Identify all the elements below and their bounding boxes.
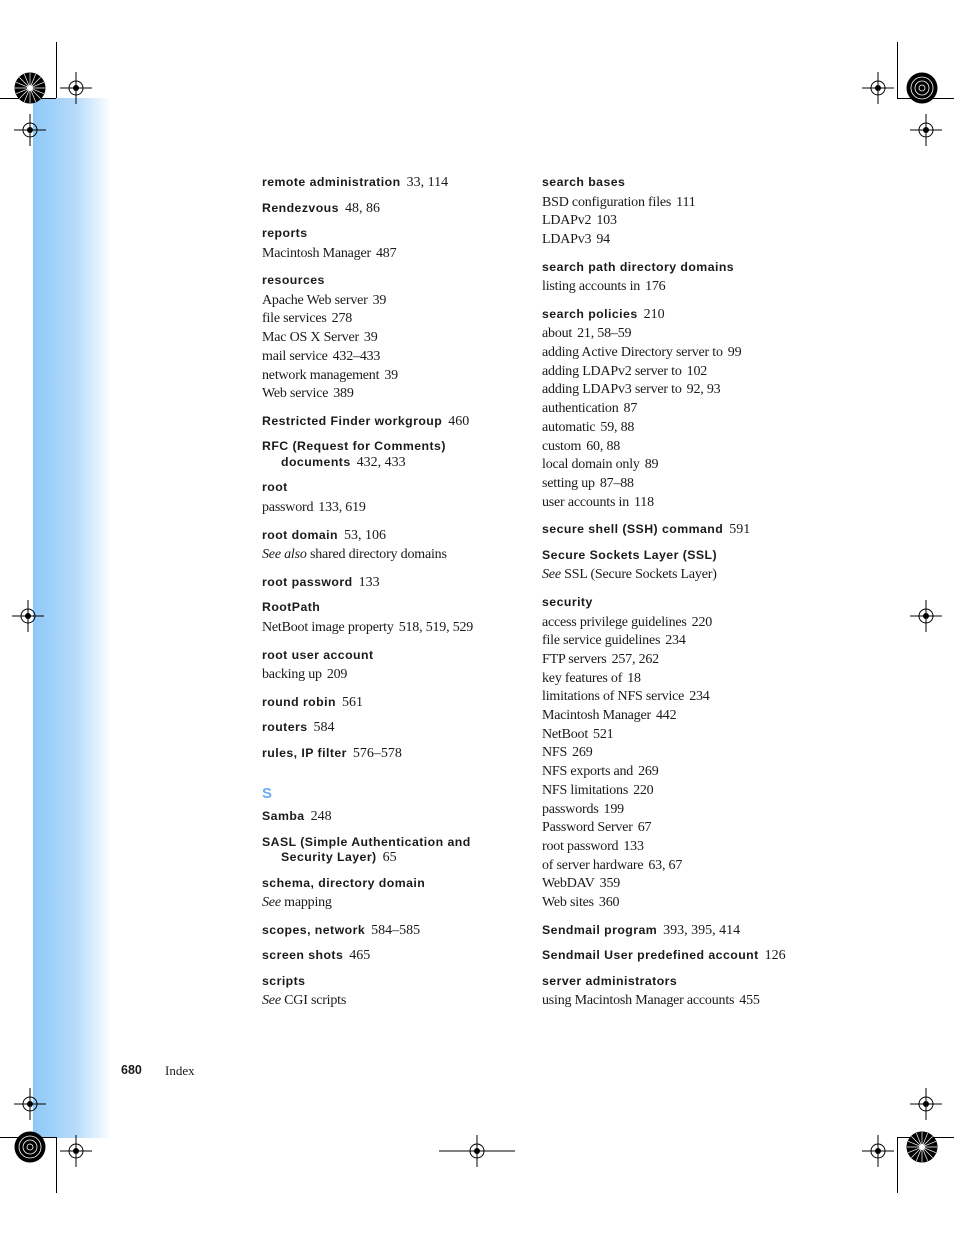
registration-mark-icon <box>12 600 44 632</box>
registration-mark-icon <box>14 114 46 146</box>
index-entry: scopes, network 584–585 <box>262 922 421 938</box>
index-entry: RFC (Request for Comments) documents 432, 433 <box>262 439 446 470</box>
index-entry: root user account backing up 209 <box>262 647 374 683</box>
letter-heading: S <box>262 785 273 803</box>
sunburst-target-icon <box>906 1131 938 1163</box>
index-entry: Rendezvous 48, 86 <box>262 200 380 216</box>
registration-mark-icon <box>862 1135 894 1167</box>
index-entry: SASL (Simple Authentication and Security Layer) 65 <box>262 834 471 866</box>
blue-side-band <box>33 98 111 1138</box>
index-column-right <box>542 172 842 1011</box>
index-entry: routers 584 <box>262 720 335 736</box>
sunburst-target-icon <box>906 72 938 104</box>
index-entry: RootPath NetBoot image property 518, 519, 529 <box>262 600 474 635</box>
sunburst-target-icon <box>14 1131 46 1163</box>
index-entry: Restricted Finder workgroup 460 <box>262 413 470 429</box>
registration-mark-icon <box>862 72 894 104</box>
index-entry: scripts See CGI scripts <box>262 973 347 1009</box>
index-entry: Secure Sockets Layer (SSL) See SSL (Secure Sockets Layer) <box>542 547 718 583</box>
section-label: Index <box>165 1063 195 1078</box>
index-entry: server administrators using Macintosh Manager accounts 455 <box>542 973 760 1009</box>
registration-mark-icon <box>14 1088 46 1120</box>
index-entry: search path directory domains listing accounts in 176 <box>542 259 735 295</box>
index-entry: search policies 210 about 21, 58–59 adding Active Directory server to 99 adding LDAPv2 server to 102 adding LDAPv3 server to 92, 93 authentication 87 automatic 59, 88 custom 60, 88 local domain only 89 setting up 87–88 user accounts in 118 <box>542 306 742 510</box>
index-entry: Samba 248 <box>262 809 332 825</box>
index-entry: root password 133 <box>262 574 380 590</box>
crop-line <box>56 1137 57 1193</box>
index-entry: resources Apache Web server 39 file services 278 Mac OS X Server 39 mail service 432–433 network management 39 Web service 389 <box>262 273 398 402</box>
index-entry: secure shell (SSH) command 591 <box>542 522 751 538</box>
index-entry: screen shots 465 <box>262 948 371 964</box>
index-entry: Sendmail User predefined account 126 <box>542 948 786 964</box>
registration-mark-icon <box>60 1135 92 1167</box>
index-entry: schema, directory domain See mapping <box>262 875 426 911</box>
sunburst-target-icon <box>14 72 46 104</box>
index-column-left <box>262 172 512 1011</box>
index-entry: remote administration 33, 114 <box>262 175 449 190</box>
registration-mark-icon <box>910 600 942 632</box>
registration-mark-icon <box>910 114 942 146</box>
registration-mark-icon <box>439 1135 515 1167</box>
index-entry: Sendmail program 393, 395, 414 <box>542 922 741 938</box>
index-entry: search bases BSD configuration files 111 LDAPv2 103 LDAPv3 94 <box>542 175 696 247</box>
index-entry: security access privilege guidelines 220 file service guidelines 234 FTP servers 257, 262 key features of 18 limitations of NFS service 234 Macintosh Manager 442 NetBoot 521 NFS 269 NFS exports and 269 NFS limitations 220 passwords 199 Password Server 67 root password 133 of server hardware 63, 67 WebDAV 359 Web sites 360 <box>542 595 713 911</box>
index-entry: reports Macintosh Manager 487 <box>262 226 397 261</box>
index-entry: root password 133, 619 <box>262 480 366 515</box>
index-entry: rules, IP filter 576–578 <box>262 745 402 761</box>
page-number: 680 <box>121 1063 142 1077</box>
crop-line <box>56 42 57 98</box>
index-entry: round robin 561 <box>262 694 363 710</box>
crop-line <box>897 1137 898 1193</box>
crop-line <box>897 42 898 98</box>
registration-mark-icon <box>60 72 92 104</box>
index-entry: root domain 53, 106 See also shared directory domains <box>262 527 447 563</box>
registration-mark-icon <box>910 1088 942 1120</box>
